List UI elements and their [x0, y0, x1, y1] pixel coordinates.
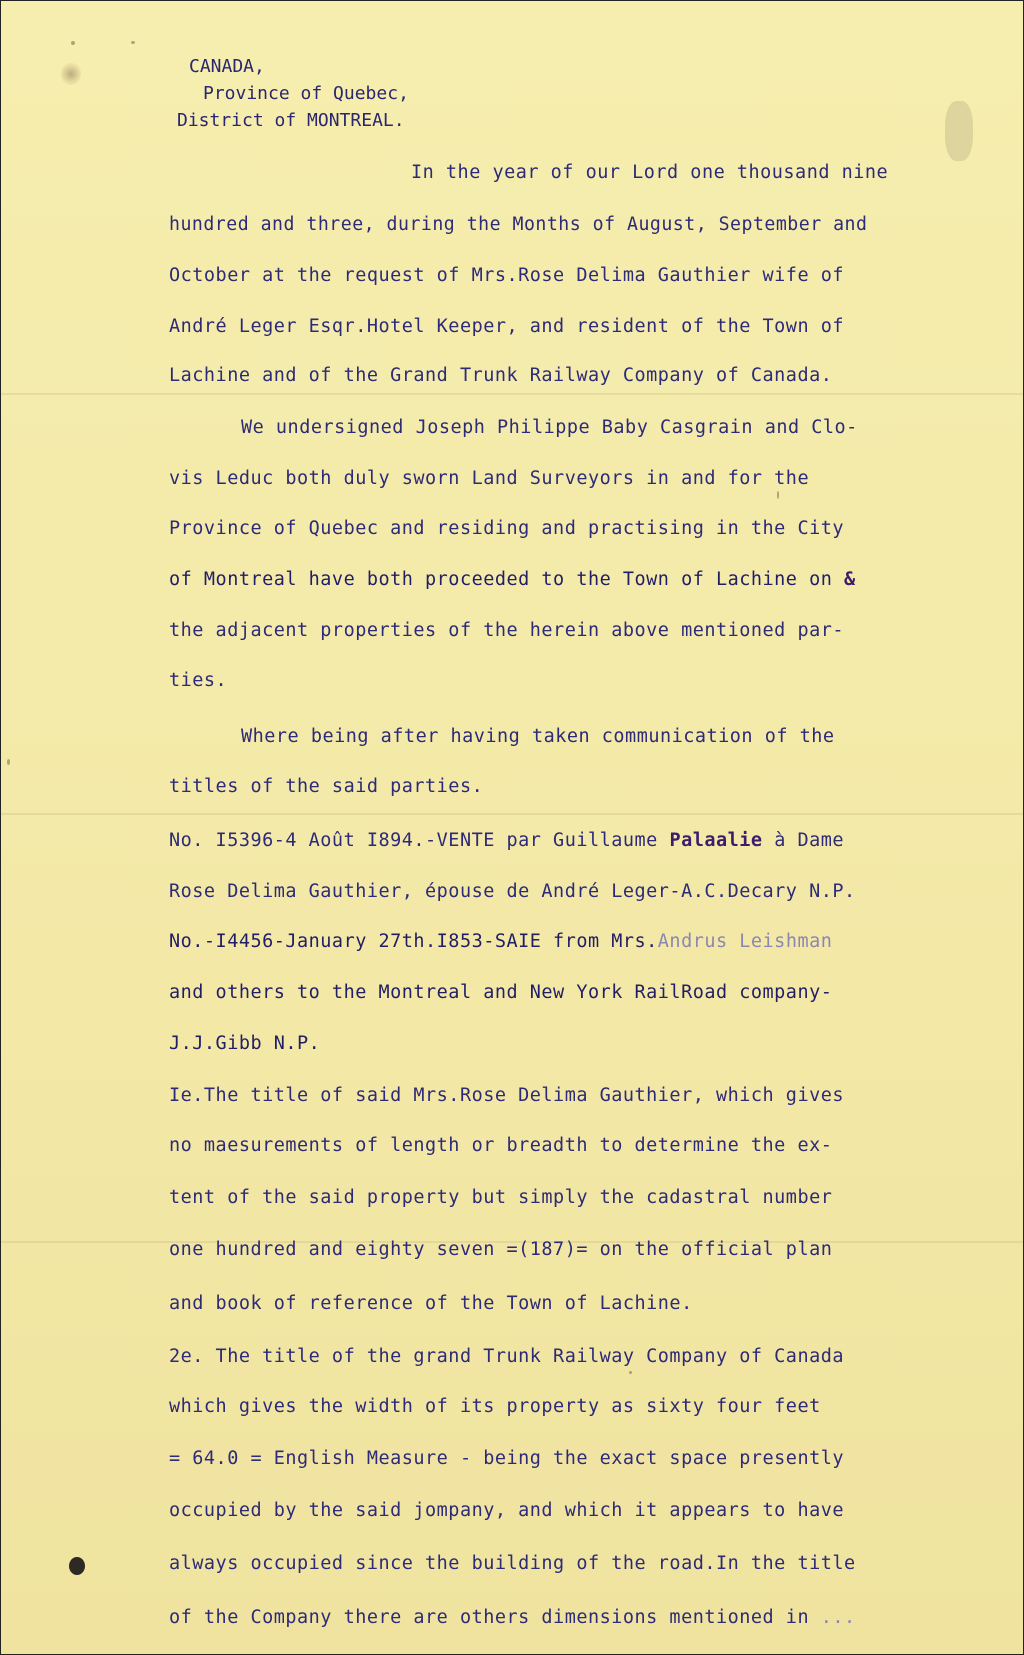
body-line [169, 567, 856, 593]
body-line-text: of Montreal have both proceeded to the Town of Lachine on [169, 569, 833, 590]
body-line: occupied by the said jompany, and which it appears to have [169, 1500, 845, 1521]
body-line: J.J.Gibb N.P. [169, 1033, 321, 1054]
body-line: hundred and three, during the Months of August, September and [169, 214, 868, 235]
paper-speck [629, 1371, 632, 1374]
title-entry-line [169, 828, 844, 854]
body-line: one hundred and eighty seven =(187)= on the official plan [169, 1239, 833, 1260]
body-line: = 64.0 = English Measure - being the exact space presently [169, 1448, 845, 1469]
document-heading [169, 53, 409, 134]
body-line: In the year of our Lord one thousand nine [411, 162, 889, 183]
heading-district: District of MONTREAL. [177, 110, 405, 131]
body-line: no maesurements of length or breadth to determine the ex- [169, 1135, 833, 1156]
body-line: 2e. The title of the grand Trunk Railway Company of Canada [169, 1346, 845, 1367]
title-entry-line [169, 929, 832, 955]
body-line: Lachine and of the Grand Trunk Railway Company of Canada. [169, 365, 833, 386]
body-line-text: No. I5396-4 Août I894.-VENTE par Guillaume [169, 830, 658, 851]
body-line-text: à Dame [774, 830, 845, 851]
body-line: Province of Quebec and residing and practising in the City [169, 518, 845, 539]
heading-province: Province of Quebec, [203, 83, 409, 104]
body-line: and others to the Montreal and New York RailRoad company- [169, 982, 833, 1003]
heading-country: CANADA, [189, 56, 265, 77]
body-line: Rose Delima Gauthier, épouse de André Leger-A.C.Decary N.P. [169, 881, 856, 902]
body-line: always occupied since the building of the road.In the title [169, 1553, 856, 1574]
overstrike-mark: & [844, 569, 856, 590]
body-line: which gives the width of its property as sixty four feet [169, 1396, 821, 1417]
body-line: and book of reference of the Town of Lachine. [169, 1293, 693, 1314]
body-line: titles of the said parties. [169, 776, 484, 797]
body-line-text: No.-I4456-January 27th.I853-SAIE from Mrs. [169, 931, 658, 952]
paper-speck [777, 491, 779, 499]
pin-hole [61, 63, 81, 85]
body-line: October at the request of Mrs.Rose Delima Gauthier wife of [169, 265, 845, 286]
body-line: Where being after having taken communication of the [241, 726, 835, 747]
faint-name: Andrus Leishman [657, 931, 833, 952]
paper-fold [1, 393, 1023, 395]
paper-speck [131, 41, 135, 44]
faint-trailing-text: ... [820, 1607, 856, 1628]
body-line: vis Leduc both duly sworn Land Surveyors in and for the [169, 468, 810, 489]
body-line: the adjacent properties of the herein above mentioned par- [169, 620, 845, 641]
body-line: tent of the said property but simply the cadastral number [169, 1187, 833, 1208]
body-line-text: of the Company there are others dimensions mentioned in [169, 1607, 810, 1628]
paper-fold [1, 813, 1023, 815]
paper-speck [7, 759, 10, 765]
paper-speck [71, 41, 75, 45]
body-line: Ie.The title of said Mrs.Rose Delima Gauthier, which gives [169, 1085, 845, 1106]
overtyped-name: Palaalie [669, 830, 763, 851]
body-line [169, 1605, 856, 1631]
body-line: ties. [169, 670, 228, 691]
ink-blot [69, 1557, 85, 1575]
body-line: André Leger Esqr.Hotel Keeper, and resident of the Town of [169, 316, 845, 337]
paper-stain [945, 101, 973, 161]
body-line: We undersigned Joseph Philippe Baby Casgrain and Clo- [241, 417, 858, 438]
